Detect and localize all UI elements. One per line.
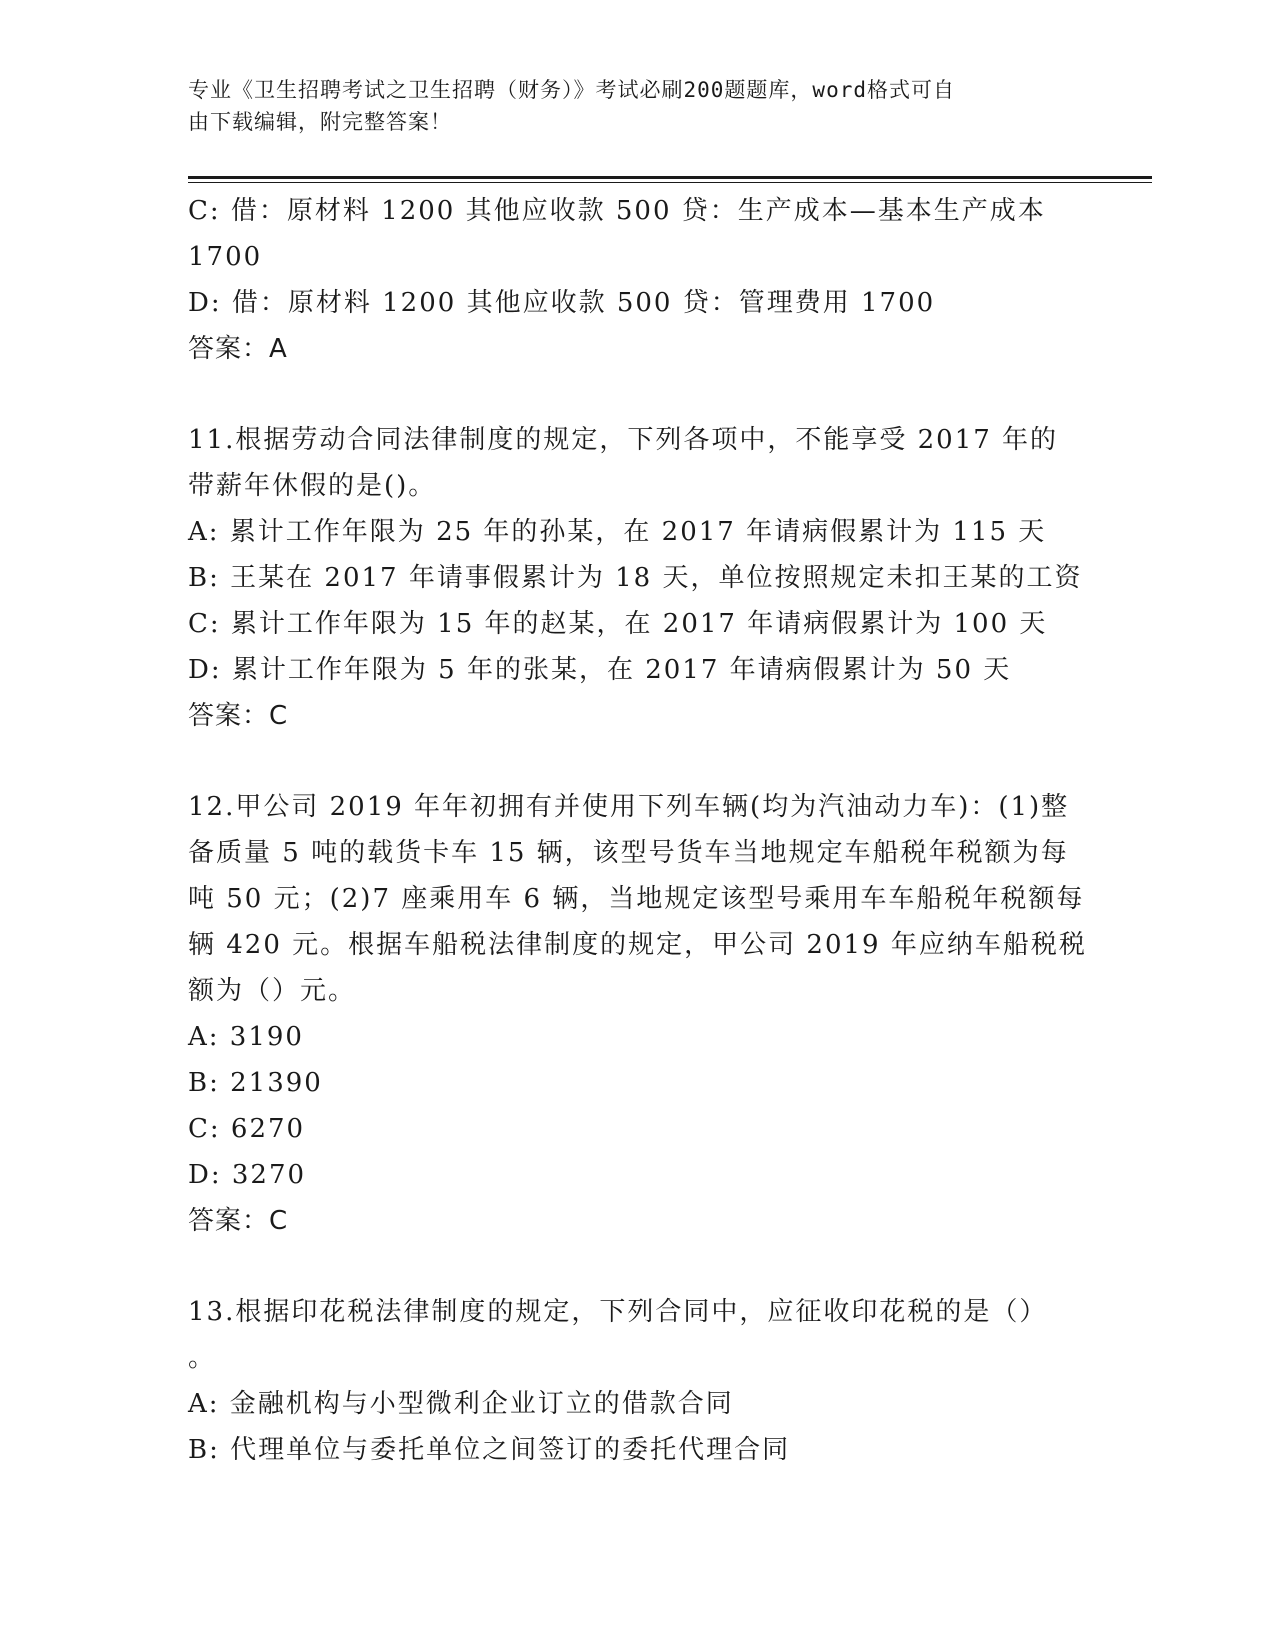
option-c: C: 借：原材料 1200 其他应收款 500 贷：生产成本—基本生产成本	[188, 196, 1046, 226]
question-stem-continued: 带薪年休假的是()。	[188, 471, 437, 501]
question-10-tail	[188, 188, 1088, 372]
question-13	[188, 1289, 1088, 1473]
option-b: B: 代理单位与委托单位之间签订的委托代理合同	[188, 1435, 791, 1465]
option-b: B: 21390	[188, 1068, 323, 1098]
answer-line: 答案：C	[188, 701, 289, 731]
question-stem: 11.根据劳动合同法律制度的规定，下列各项中，不能享受 2017 年的	[188, 425, 1059, 455]
spacer	[188, 1244, 1088, 1289]
option-c: C: 累计工作年限为 15 年的赵某，在 2017 年请病假累计为 100 天	[188, 609, 1048, 639]
header-line-1: 专业《卫生招聘考试之卫生招聘（财务）》考试必刷200题题库，word格式可自	[188, 78, 955, 102]
header-divider-thin	[188, 182, 1152, 183]
question-stem-continued: 备质量 5 吨的载货卡车 15 辆，该型号货车当地规定车船税年税额为每	[188, 838, 1069, 868]
option-d: D: 借：原材料 1200 其他应收款 500 贷：管理费用 1700	[188, 288, 936, 318]
spacer	[188, 372, 1088, 417]
option-c: C: 6270	[188, 1114, 306, 1144]
question-11	[188, 417, 1088, 739]
header-divider-thick	[188, 176, 1152, 179]
question-stem-continued: 额为（）元。	[188, 976, 357, 1006]
question-stem: 12.甲公司 2019 年年初拥有并使用下列车辆(均为汽油动力车)：(1)整	[188, 792, 1070, 822]
option-a: A: 金融机构与小型微利企业订立的借款合同	[188, 1389, 734, 1419]
answer-line: 答案：C	[188, 1206, 289, 1236]
question-stem-continued: 吨 50 元；(2)7 座乘用车 6 辆，当地规定该型号乘用车车船税年税额每	[188, 884, 1085, 914]
option-a: A: 累计工作年限为 25 年的孙某，在 2017 年请病假累计为 115 天	[188, 517, 1047, 547]
question-12	[188, 784, 1088, 1244]
option-d: D: 累计工作年限为 5 年的张某，在 2017 年请病假累计为 50 天	[188, 655, 1012, 685]
option-b: B: 王某在 2017 年请事假累计为 18 天，单位按照规定未扣王某的工资	[188, 563, 1083, 593]
option-a: A: 3190	[188, 1022, 304, 1052]
option-d: D: 3270	[188, 1160, 307, 1190]
question-stem: 13.根据印花税法律制度的规定，下列合同中，应征收印花税的是（）	[188, 1297, 1048, 1327]
answer-line: 答案：A	[188, 334, 288, 364]
option-c-continued: 1700	[188, 242, 263, 272]
spacer	[188, 739, 1088, 784]
header-line-2: 由下载编辑，附完整答案！	[188, 110, 452, 134]
question-stem-continued: 。	[188, 1343, 217, 1373]
document-body	[188, 188, 1088, 1473]
document-header	[188, 74, 1068, 138]
question-stem-continued: 辆 420 元。根据车船税法律制度的规定，甲公司 2019 年应纳车船税税	[188, 930, 1087, 960]
